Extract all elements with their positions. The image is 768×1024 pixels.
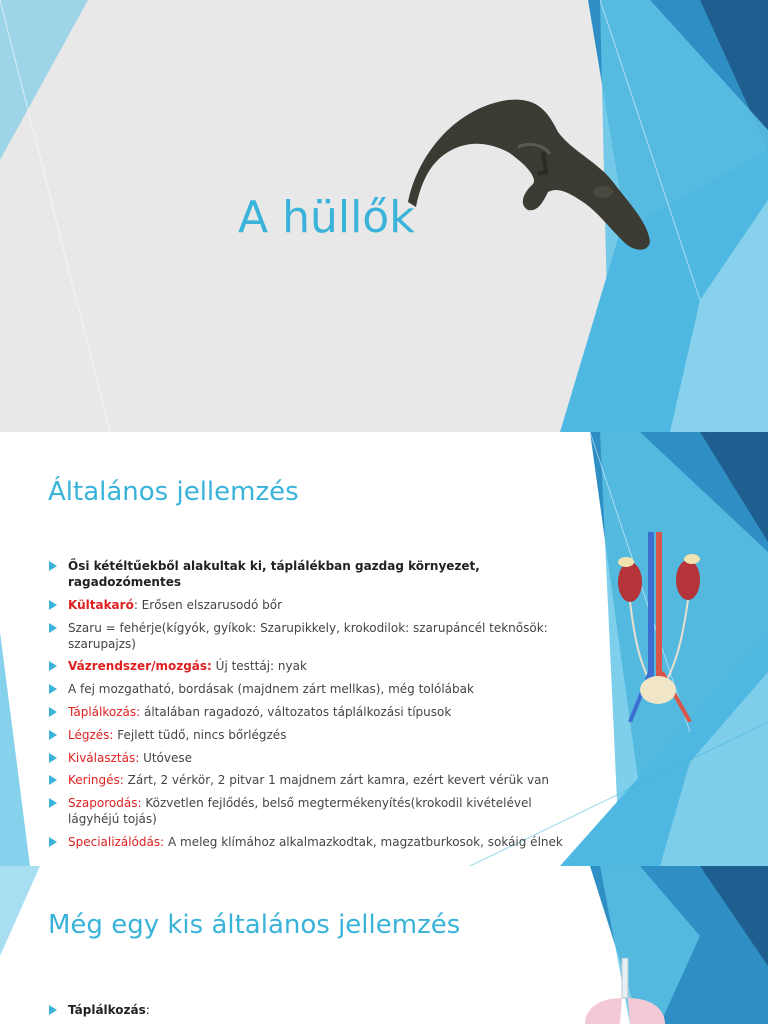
slide3-heading: Még egy kis általános jellemzés	[48, 910, 461, 940]
triangle-right-icon	[49, 623, 57, 633]
crocodile-image	[398, 92, 656, 258]
list-item-text: Közvetlen fejlődés, belső megtermékenyítés(krokodil kivételével lágyhéjú tojás)	[68, 796, 532, 827]
list-item-text: Ősi kétéltűekből alakultak ki, táplálékban gazdag környezet, ragadozómentes	[68, 559, 480, 589]
urinary-system-image	[610, 532, 710, 722]
list-item	[48, 597, 578, 613]
list-item	[48, 558, 578, 590]
more-characteristics-slide	[0, 866, 768, 1024]
triangle-right-icon	[49, 600, 57, 610]
list-item	[48, 750, 578, 766]
list-item-text: :	[145, 1003, 150, 1017]
list-item	[48, 658, 578, 674]
general-characteristics-slide	[0, 432, 768, 866]
list-item-label: Vázrendszer/mozgás:	[68, 659, 212, 674]
list-item-label: Légzés:	[68, 727, 114, 742]
list-item-text: Utóvese	[139, 750, 193, 765]
list-item-text: Szaru = fehérje(kígyók, gyíkok: Szarupikkely, krokodilok: szarupáncél teknősök: szarupajzs)	[68, 620, 548, 651]
list-item-text: : Erősen elszarusodó bőr	[133, 597, 283, 612]
list-item-label: Kültakaró	[68, 597, 134, 612]
triangle-right-icon	[49, 837, 57, 847]
list-item	[48, 1002, 150, 1018]
list-item-text: Zárt, 2 vérkör, 2 pitvar 1 majdnem zárt kamra, ezért kevert vérük van	[123, 773, 550, 788]
presentation-title: A hüllők	[238, 192, 415, 243]
list-item	[48, 681, 578, 697]
triangle-right-icon	[49, 707, 57, 717]
triangle-right-icon	[49, 730, 57, 740]
list-item-label: Keringés:	[68, 773, 124, 788]
list-item-text: Fejlett tüdő, nincs bőrlégzés	[113, 727, 287, 742]
list-item-label: Szaporodás:	[68, 796, 142, 811]
list-item	[48, 620, 578, 652]
list-item-text: A fej mozgatható, bordásak (majdnem zárt mellkas), még tolólábak	[68, 682, 474, 697]
triangle-right-icon	[49, 561, 57, 571]
triangle-right-icon	[49, 1005, 57, 1015]
triangle-right-icon	[49, 684, 57, 694]
list-item-text: Új testtáj: nyak	[211, 659, 307, 674]
lungs-image	[580, 958, 670, 1024]
list-item	[48, 834, 578, 850]
triangle-right-icon	[49, 753, 57, 763]
list-item-text: A meleg klímához alkalmazkodtak, magzatburkosok, sokáig élnek	[164, 834, 563, 849]
triangle-right-icon	[49, 798, 57, 808]
list-item-text: általában ragadozó, változatos táplálkozási típusok	[140, 704, 452, 719]
triangle-right-icon	[49, 775, 57, 785]
list-item-label: Táplálkozás:	[68, 704, 141, 719]
slide2-heading: Általános jellemzés	[48, 477, 299, 507]
triangle-right-icon	[49, 661, 57, 671]
list-item	[48, 772, 578, 788]
list-item	[48, 727, 578, 743]
characteristics-list	[48, 558, 578, 857]
list-item-label: Kiválasztás:	[68, 750, 140, 765]
list-item-label: Specializálódás:	[68, 834, 165, 849]
more-characteristics-list	[48, 1002, 150, 1018]
list-item-label: Táplálkozás	[68, 1003, 146, 1017]
list-item	[48, 704, 578, 720]
title-slide	[0, 0, 768, 432]
presentation-subtitle: Gerincesek	[480, 208, 559, 224]
list-item	[48, 795, 578, 827]
